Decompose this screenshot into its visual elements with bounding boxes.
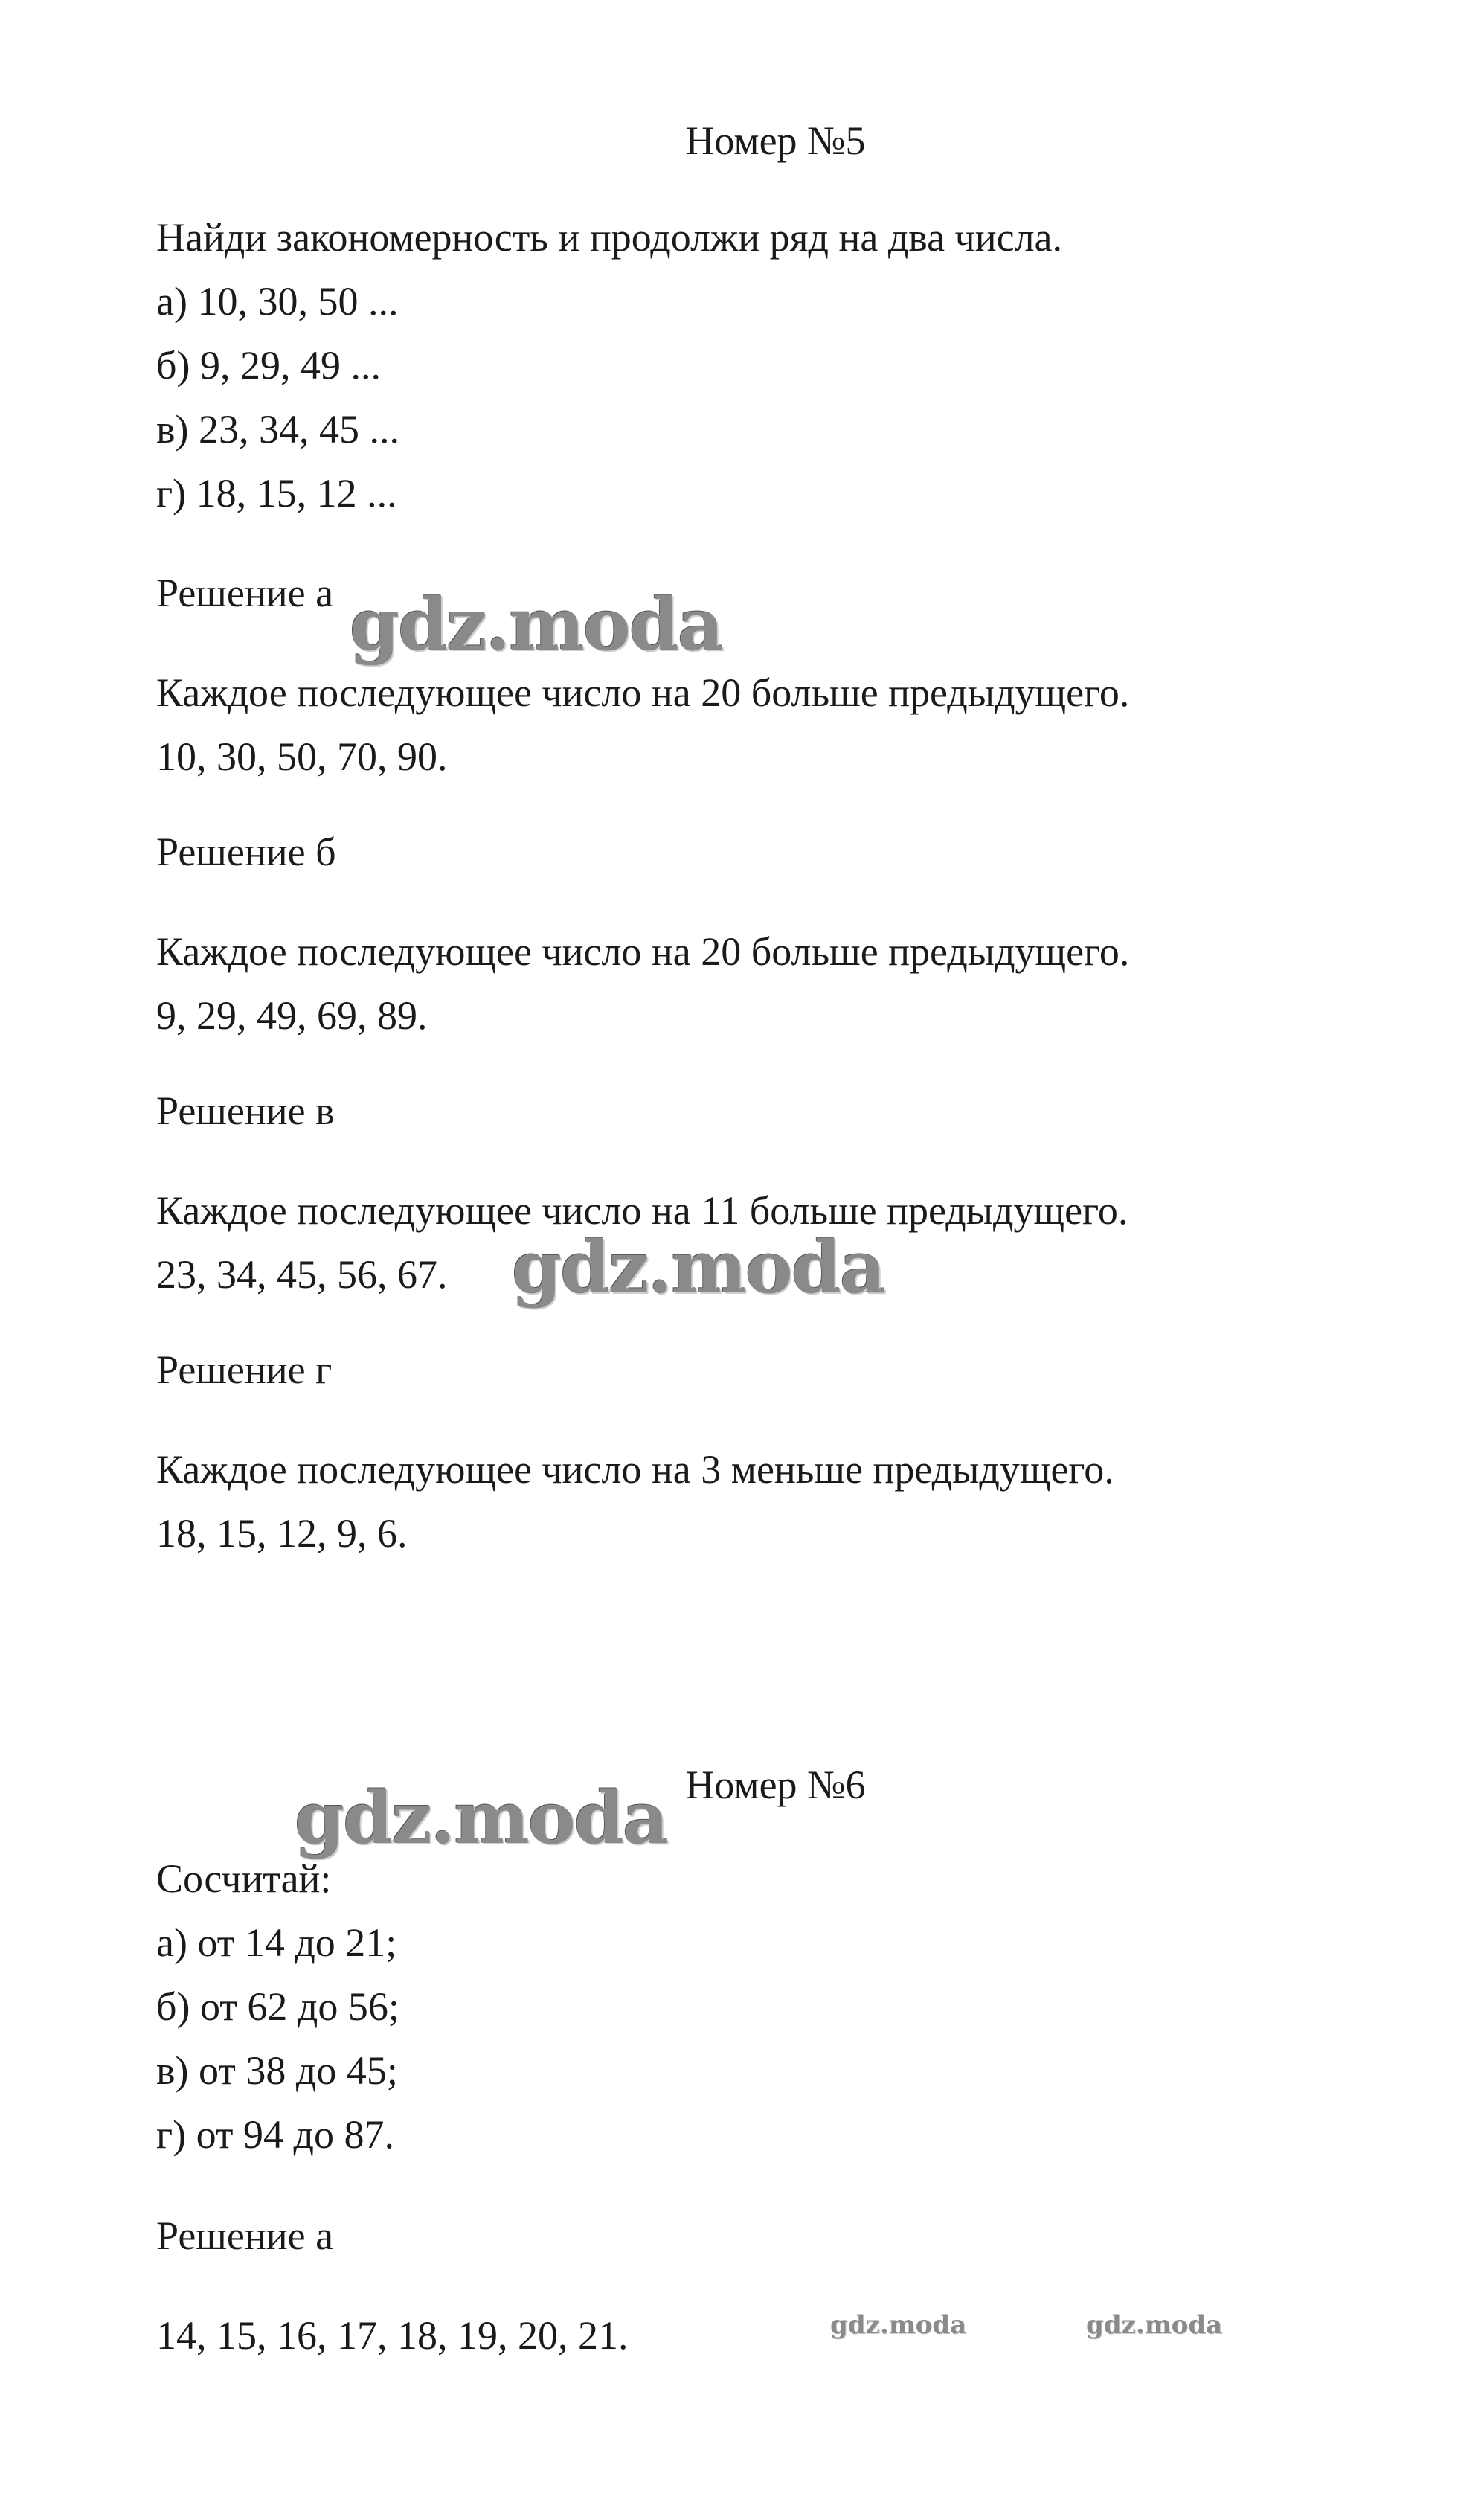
- task5-solution-c-rule: Каждое последующее число на 11 больше предыдущего.: [156, 1188, 1128, 1233]
- task5-solution-d-heading: Решение г: [156, 1347, 333, 1392]
- task5-solution-c-heading: Решение в: [156, 1088, 335, 1133]
- task5-solution-b-answer: 9, 29, 49, 69, 89.: [156, 993, 428, 1038]
- task6-item-d: г) от 94 до 87.: [156, 2112, 394, 2157]
- task5-solution-d-rule: Каждое последующее число на 3 меньше предыдущего.: [156, 1447, 1114, 1492]
- task6-item-a: а) от 14 до 21;: [156, 1920, 397, 1965]
- watermark-logo: gdz.moda: [295, 1776, 668, 1860]
- task6-title: Номер №6: [685, 1763, 866, 1807]
- task5-item-a: а) 10, 30, 50 ...: [156, 279, 399, 324]
- watermark-logo: gdz.moda: [512, 1225, 885, 1309]
- task5-solution-b-heading: Решение б: [156, 830, 336, 874]
- task5-item-b: б) 9, 29, 49 ...: [156, 343, 381, 388]
- task5-solution-a-heading: Решение а: [156, 571, 334, 615]
- task6-solution-a-answer: 14, 15, 16, 17, 18, 19, 20, 21.: [156, 2313, 629, 2358]
- task6-solution-a-heading: Решение а: [156, 2213, 334, 2258]
- task5-solution-c-answer: 23, 34, 45, 56, 67.: [156, 1252, 448, 1297]
- task5-prompt: Найди закономерность и продолжи ряд на два числа.: [156, 215, 1062, 260]
- task6-prompt: Сосчитай:: [156, 1856, 332, 1901]
- watermark-logo: gdz.moda: [830, 2310, 967, 2340]
- task5-solution-a-rule: Каждое последующее число на 20 больше предыдущего.: [156, 670, 1130, 715]
- task5-item-d: г) 18, 15, 12 ...: [156, 471, 397, 516]
- task5-item-c: в) 23, 34, 45 ...: [156, 407, 399, 452]
- task5-title: Номер №5: [685, 118, 866, 163]
- task5-solution-d-answer: 18, 15, 12, 9, 6.: [156, 1511, 408, 1556]
- watermark-logo: gdz.moda: [1086, 2310, 1223, 2340]
- task6-item-b: б) от 62 до 56;: [156, 1984, 399, 2029]
- task5-solution-a-answer: 10, 30, 50, 70, 90.: [156, 734, 448, 779]
- task5-solution-b-rule: Каждое последующее число на 20 больше предыдущего.: [156, 929, 1130, 974]
- watermark-logo: gdz.moda: [350, 583, 723, 667]
- task6-item-c: в) от 38 до 45;: [156, 2048, 398, 2093]
